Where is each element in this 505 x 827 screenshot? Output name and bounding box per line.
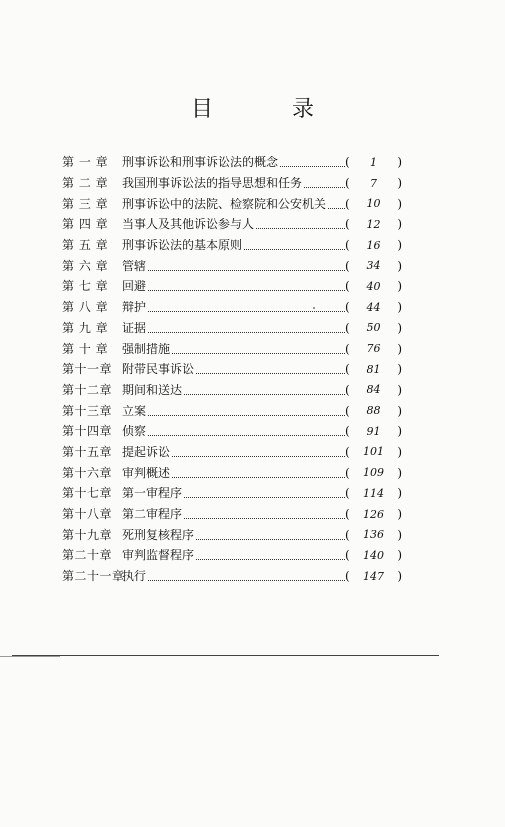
chapter-title: 第二审程序 — [122, 508, 183, 521]
page-reference — [345, 570, 402, 582]
left-paren: ( — [345, 217, 350, 232]
leader-dots — [148, 414, 345, 416]
chapter-title: 执行 — [122, 570, 147, 583]
page-number: 140 — [363, 548, 384, 562]
page-number: 88 — [366, 404, 381, 418]
chapter-title-cell — [122, 301, 345, 313]
leader-dots — [148, 331, 345, 333]
leader-dots — [184, 393, 345, 395]
toc-row — [62, 442, 402, 463]
chapter-title: 强制措施 — [122, 342, 171, 355]
chapter-title: 立案 — [122, 404, 147, 417]
right-paren: ) — [397, 258, 402, 273]
page-number: 12 — [366, 217, 381, 231]
chapter-title: 刑事诉讼中的法院、检察院和公安机关 — [122, 197, 327, 210]
left-paren: ( — [345, 424, 350, 439]
page-number: 81 — [366, 362, 381, 376]
chapter-label: 第十六章 — [62, 465, 113, 480]
left-paren: ( — [345, 382, 350, 397]
left-paren: ( — [345, 444, 350, 459]
page-number: 91 — [366, 424, 381, 438]
chapter-title-cell — [122, 487, 345, 499]
leader-dots — [148, 579, 345, 581]
toc-row — [62, 193, 402, 214]
right-paren: ) — [397, 403, 402, 418]
leader-dots — [148, 269, 345, 271]
page-number: 114 — [363, 486, 384, 500]
chapter-label: 第 二 章 — [62, 176, 109, 191]
right-paren: ) — [397, 320, 402, 335]
page-reference — [345, 343, 402, 355]
page-reference — [345, 239, 402, 251]
page-number: 16 — [366, 238, 381, 252]
chapter-label: 第 一 章 — [62, 155, 109, 170]
toc-row — [62, 359, 402, 380]
chapter-title-cell — [122, 239, 345, 251]
leader-dots — [244, 248, 345, 250]
page-number: 109 — [363, 466, 384, 480]
page-number: 50 — [366, 321, 381, 335]
page-number: 101 — [363, 445, 384, 459]
chapter-title-cell — [122, 446, 345, 458]
leader-dots — [304, 186, 345, 188]
left-paren: ( — [345, 238, 350, 253]
page-reference — [345, 322, 402, 334]
toc-row — [62, 421, 402, 442]
toc-row — [62, 524, 402, 545]
page-reference — [345, 156, 402, 168]
right-paren: ) — [397, 507, 402, 522]
chapter-title: 回避 — [122, 280, 147, 293]
right-paren: ) — [397, 155, 402, 170]
toc-title: 目 录 — [191, 97, 350, 122]
right-paren: ) — [397, 486, 402, 501]
chapter-title: 当事人及其他诉讼参与人 — [122, 218, 255, 231]
right-paren: ) — [397, 196, 402, 211]
right-paren: ) — [397, 176, 402, 191]
toc-row — [62, 214, 402, 235]
leader-dots — [184, 496, 345, 498]
chapter-label: 第十九章 — [62, 527, 113, 542]
chapter-title: 侦察 — [122, 425, 147, 438]
chapter-title-cell — [122, 405, 345, 417]
page-number: 7 — [370, 176, 377, 190]
chapter-title-cell — [122, 529, 345, 541]
page-reference — [345, 529, 402, 541]
right-paren: ) — [397, 300, 402, 315]
right-paren: ) — [397, 362, 402, 377]
page-reference — [345, 467, 402, 479]
right-paren: ) — [397, 279, 402, 294]
right-paren: ) — [397, 444, 402, 459]
page-reference — [345, 425, 402, 437]
chapter-label: 第十一章 — [62, 362, 113, 377]
chapter-title-cell — [122, 260, 345, 272]
toc-row — [62, 255, 402, 276]
left-paren: ( — [345, 258, 350, 273]
leader-dots — [328, 207, 345, 209]
bottom-rule-faint — [0, 656, 60, 657]
chapter-title: 附带民事诉讼 — [122, 363, 195, 376]
chapter-label: 第十三章 — [62, 403, 113, 418]
page-reference — [345, 549, 402, 561]
chapter-title-cell — [122, 156, 345, 168]
page-number: 44 — [366, 300, 381, 314]
toc-row — [62, 173, 402, 194]
toc-row — [62, 152, 402, 173]
chapter-title-cell — [122, 218, 345, 230]
right-paren: ) — [397, 527, 402, 542]
page-reference — [345, 177, 402, 189]
chapter-title-cell — [122, 425, 345, 437]
page-reference — [345, 198, 402, 210]
chapter-title: 期间和送达 — [122, 383, 183, 396]
right-paren: ) — [397, 382, 402, 397]
chapter-label: 第十八章 — [62, 507, 113, 522]
chapter-title-cell — [122, 343, 345, 355]
leader-dots — [196, 372, 345, 374]
chapter-title-cell — [122, 177, 345, 189]
right-paren: ) — [397, 548, 402, 563]
chapter-title: 死刑复核程序 — [122, 528, 195, 541]
chapter-label: 第 八 章 — [62, 300, 109, 315]
chapter-title-cell — [122, 198, 345, 210]
leader-dots — [148, 434, 345, 436]
left-paren: ( — [345, 300, 350, 315]
page-reference — [345, 280, 402, 292]
chapter-label: 第十四章 — [62, 424, 113, 439]
chapter-title: 刑事诉讼和刑事诉讼法的概念 — [122, 156, 279, 169]
chapter-label: 第 三 章 — [62, 196, 109, 211]
page-number: 40 — [366, 279, 381, 293]
chapter-title-cell — [122, 280, 345, 292]
toc-row — [62, 318, 402, 339]
right-paren: ) — [397, 217, 402, 232]
chapter-title: 提起诉讼 — [122, 445, 171, 458]
left-paren: ( — [345, 527, 350, 542]
left-paren: ( — [345, 176, 350, 191]
table-of-contents — [62, 152, 402, 586]
page-reference — [345, 384, 402, 396]
page-number: 126 — [363, 507, 384, 521]
leader-dots — [196, 558, 345, 560]
chapter-title: 证据 — [122, 321, 147, 334]
chapter-label: 第十五章 — [62, 444, 113, 459]
chapter-title-cell — [122, 384, 345, 396]
scan-speck — [313, 307, 315, 309]
chapter-label: 第十七章 — [62, 486, 113, 501]
page-number: 147 — [363, 569, 384, 583]
leader-dots — [172, 455, 345, 457]
toc-row — [62, 545, 402, 566]
chapter-label: 第二十一章 — [62, 569, 125, 584]
page-reference — [345, 363, 402, 375]
left-paren: ( — [345, 279, 350, 294]
chapter-title-cell — [122, 363, 345, 375]
chapter-title: 审判监督程序 — [122, 549, 195, 562]
toc-row — [62, 276, 402, 297]
left-paren: ( — [345, 403, 350, 418]
left-paren: ( — [345, 362, 350, 377]
toc-row — [62, 483, 402, 504]
page-reference — [345, 446, 402, 458]
page-reference — [345, 260, 402, 272]
page-reference — [345, 508, 402, 520]
right-paren: ) — [397, 238, 402, 253]
chapter-label: 第 九 章 — [62, 320, 109, 335]
right-paren: ) — [397, 465, 402, 480]
chapter-title: 刑事诉讼法的基本原则 — [122, 239, 243, 252]
leader-dots — [280, 165, 345, 167]
chapter-title-cell — [122, 467, 345, 479]
toc-row — [62, 504, 402, 525]
page-reference — [345, 218, 402, 230]
chapter-title-cell — [122, 508, 345, 520]
chapter-title: 管辖 — [122, 259, 147, 272]
chapter-label: 第 四 章 — [62, 217, 109, 232]
page-number: 1 — [370, 155, 377, 169]
toc-row — [62, 235, 402, 256]
left-paren: ( — [345, 341, 350, 356]
chapter-title: 第一审程序 — [122, 487, 183, 500]
leader-dots — [256, 227, 345, 229]
page-number: 76 — [366, 342, 381, 356]
left-paren: ( — [345, 155, 350, 170]
page-number: 10 — [366, 197, 381, 211]
page-number: 34 — [366, 259, 381, 273]
chapter-title: 辩护 — [122, 301, 147, 314]
page-reference — [345, 301, 402, 313]
chapter-label: 第十二章 — [62, 382, 113, 397]
chapter-label: 第二十章 — [62, 548, 113, 563]
bottom-rule — [12, 655, 439, 656]
chapter-title-cell — [122, 570, 345, 582]
chapter-title-cell — [122, 322, 345, 334]
page-reference — [345, 487, 402, 499]
chapter-title: 我国刑事诉讼法的指导思想和任务 — [122, 177, 303, 190]
left-paren: ( — [345, 548, 350, 563]
chapter-title-cell — [122, 549, 345, 561]
toc-row — [62, 462, 402, 483]
chapter-title: 审判概述 — [122, 466, 171, 479]
toc-row — [62, 400, 402, 421]
leader-dots — [196, 538, 345, 540]
page-reference — [345, 405, 402, 417]
left-paren: ( — [345, 569, 350, 584]
page-number: 136 — [363, 528, 384, 542]
left-paren: ( — [345, 320, 350, 335]
leader-dots — [148, 310, 345, 312]
left-paren: ( — [345, 465, 350, 480]
leader-dots — [172, 352, 345, 354]
leader-dots — [172, 476, 345, 478]
toc-row — [62, 380, 402, 401]
leader-dots — [184, 517, 345, 519]
toc-row — [62, 566, 402, 587]
toc-row — [62, 297, 402, 318]
left-paren: ( — [345, 196, 350, 211]
left-paren: ( — [345, 507, 350, 522]
chapter-label: 第 十 章 — [62, 341, 109, 356]
toc-row — [62, 338, 402, 359]
left-paren: ( — [345, 486, 350, 501]
leader-dots — [148, 289, 345, 291]
right-paren: ) — [397, 341, 402, 356]
chapter-label: 第 六 章 — [62, 258, 109, 273]
right-paren: ) — [397, 569, 402, 584]
chapter-label: 第 七 章 — [62, 279, 109, 294]
page-number: 84 — [366, 383, 381, 397]
right-paren: ) — [397, 424, 402, 439]
chapter-label: 第 五 章 — [62, 238, 109, 253]
